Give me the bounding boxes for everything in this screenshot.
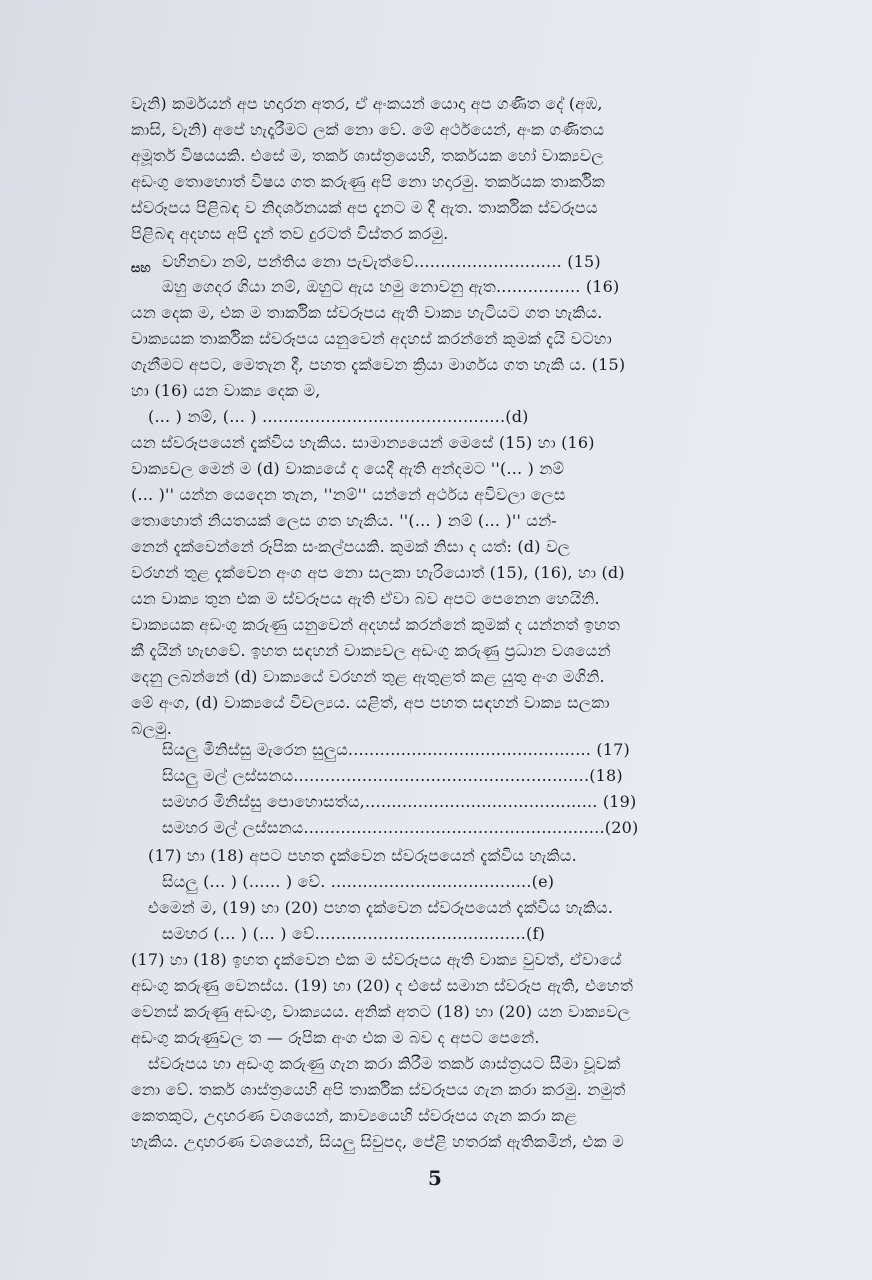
text-line: නො වේ. තර්ක ශාස්ත්‍රයෙහි අපි තාර්කික ස්වරූපය ගැන කරා කරමු. නමුත් (131, 1080, 626, 1099)
text-line: යන ස්වරූපයෙන් දැක්විය හැකිය. සාමාන්‍යයෙන් මෙසේ (15) හා (16) (131, 433, 595, 452)
text-line: එමෙන් ම, (19) හා (20) පහත දැක්වෙන ස්වරූපයෙන් දැක්විය හැකිය. (148, 898, 614, 917)
example-sentence: වහිනවා නම්, පන්තිය නො පැවැත්වේ............................ (15) (162, 252, 601, 271)
text-line: හැකිය. උදාහරණ වශයෙන්, සියලු සිවුපද, පේළි හතරක් ඇතිකමින්, එක ම (131, 1132, 624, 1151)
text-line: ස්වරූපය හා අඩංගු කරුණු ගැන කරා කිරීම තර්ක ශාස්ත්‍රයට සීමා වූවක් (148, 1054, 621, 1073)
text-line: අඩංගු කරුණු වෙනස්ය. (19) හා (20) ද එසේ සමාන ස්වරූප ඇති, එහෙත් (131, 976, 634, 995)
text-line: වැනි) කර්මයන් අප හදාරන අතර, ඒ අංකයන් යොදා අප ගණිත දේ (අඹ, (131, 94, 603, 113)
example-sentence: සමහර මිනිස්සු පොහොසත්ය,............................................ (19) (162, 792, 637, 811)
text-line: වාක්‍යයක අඩංගු කරුණු යනුවෙන් අදහස් කරන්නේ කුමක් ද යන්නත් ඉහත (131, 615, 621, 634)
text-line: (... )'' යන්න යෙදෙන තැන, ''නම්'' යන්නේ අර්ථය අවිවලා ලෙස (131, 485, 566, 504)
text-line: අඩංගු තොහොත් විෂය ගත කරුණු අපි නො හදාරමු. තර්කයක තාර්කික (131, 172, 605, 191)
text-line: වාක්‍යවල මෙන් ම (d) වාක්‍යයේ ද යෙදී ඇති අන්දමට ''(... ) නම් (131, 459, 565, 478)
text-line: අමූර්ත විෂයයකි. එසේ ම, තර්ක ශාස්ත්‍රයෙහි, තර්කයක හෝ වාක්‍යවල (131, 146, 604, 165)
text-line: ස්වරූපය පිළිබඳ ව නිදර්ශනයක් අප දැනට ම දී ඇත. තාර්කික ස්වරූපය (131, 198, 598, 217)
text-line: නෙන් දැක්වෙන්නේ රූපික සංකල්පයකි. කුමක් නිසා ද යත්: (d) වල (131, 537, 571, 556)
text-line: කී දැයින් හැඟවේ. ඉහත සඳහන් වාක්‍යවල අඩංගු කරුණු ප්‍රධාන වශයෙන් (131, 641, 611, 660)
text-line: වාක්‍යයක තාර්කික ස්වරූපය යනුවෙන් අදහස් කරන්නේ කුමක් දැයි වටහා (131, 329, 612, 348)
text-line: යන දෙක ම, එක ම තාර්කික ස්වරූපය ඇති වාක්‍ය හැටියට ගත හැකිය. (131, 303, 603, 322)
text-line: තොහොත් නියතයක් ලෙස ගත හැකිය. ''(... ) නම් (... )'' යන්- (131, 511, 557, 530)
text-line: යන වාක්‍ය තුන එක ම ස්වරූපය ඇති ඒවා බව අපට පෙනෙන හෙයිනි. (131, 589, 600, 608)
text-line: අඩංගු කරුණුවල ත — රූපික අංග එක ම බව ද අපට පෙනේ. (131, 1028, 540, 1047)
example-sentence: සමහර මල් ලස්සනය.........................................................(20) (162, 818, 639, 837)
text-line: (17) හා (18) ඉහත දැක්වෙන එක ම ස්වරූපය ඇති වාක්‍ය වුවත්, ඒවායේ (131, 950, 622, 969)
text-line: (17) හා (18) අපට පහත දැක්වෙන ස්වරූපයෙන් දැක්විය හැකිය. (148, 846, 577, 865)
text-line: දෙනු ලබන්නේ (d) වාක්‍යයේ වරහන් තුළ ඇතුළත් කළ යුතු අංග මගිනි. (131, 667, 605, 686)
example-sentence: ඔහු ගෙදර ගියා නම්, ඔහුට ඇය හමු නොවනු ඇත................ (16) (162, 277, 620, 296)
page-number: 5 (428, 1166, 442, 1190)
text-line: හා (16) යන වාක්‍ය දෙක ම, (131, 381, 321, 400)
formula-line: (... ) නම්, (... ) ..............................................(d) (148, 407, 529, 426)
formula-line: සියලු (... ) (...... ) වේ. ......................................(e) (162, 872, 555, 891)
formula-line: සමහර (... ) (... ) වේ........................................(f) (162, 924, 546, 943)
side-label: සහ (131, 261, 151, 276)
text-line: ගැනීමට අපට, මෙතැන දී, පහත දැක්වෙන ක්‍රියා මාර්ගය ගත හැකි ය. (15) (131, 355, 626, 374)
example-sentence: සියලු මිනිස්සු මැරෙන සුලුය.............................................. (17) (162, 740, 630, 759)
example-sentence: සියලු මල් ලස්සනය........................................................(18) (162, 766, 623, 785)
text-line: කාසි, වැනි) අපේ හැදෑරීමට ලක් නො වේ. මේ අර්ථයෙන්, අංක ගණිතය (131, 120, 605, 139)
text-line: කෙතකුට, උදාහරණ වශයෙන්, කාව්‍යයෙහි ස්වරූපය ගැන කරා කළ (131, 1106, 577, 1125)
text-line: පිළිබඳ අදහස අපි දැන් තව දුරටත් විස්තර කරමු. (131, 224, 449, 243)
text-line: බලමු. (131, 719, 173, 738)
text-line: වරහන් තුළ දැක්වෙන අංග අප නො සලකා හැරියොත් (15), (16), හා (d) (131, 563, 625, 582)
text-line: වෙනස් කරුණු අඩංගු, වාක්‍යයය. අනික් අතට (18) හා (20) යන වාක්‍යවල (131, 1002, 631, 1021)
text-line: මේ අංග, (d) වාක්‍යයේ විචල්‍යය. යළිත්, අප පහත සඳහන් වාක්‍ය සලකා (131, 693, 610, 712)
